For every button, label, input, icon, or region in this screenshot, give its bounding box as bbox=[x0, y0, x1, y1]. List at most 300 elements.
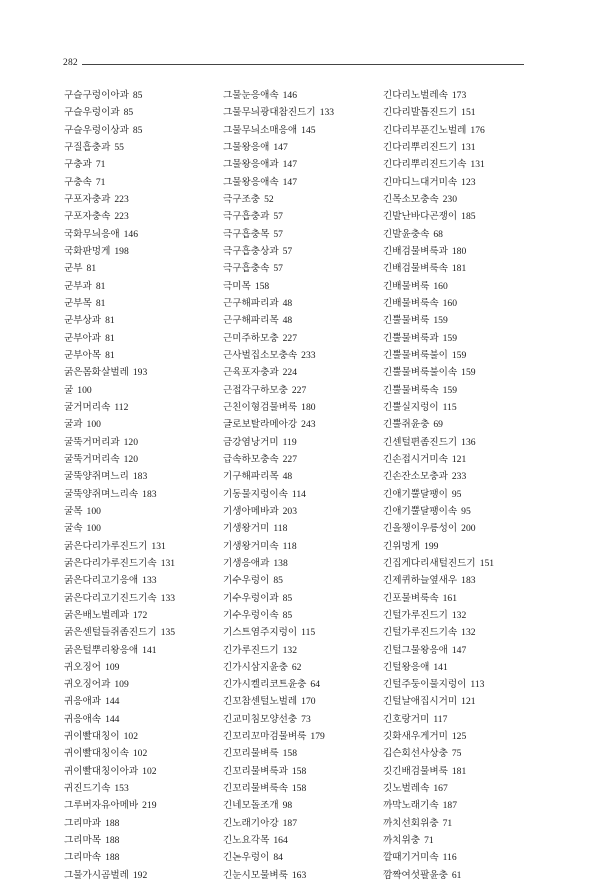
index-term: 긴손잔소모충과 bbox=[383, 471, 448, 483]
index-entry bbox=[64, 364, 224, 381]
index-entry bbox=[223, 572, 383, 589]
index-entry bbox=[64, 780, 224, 797]
index-term: 긴논우렁이 bbox=[223, 852, 270, 864]
index-page-ref: 121 bbox=[461, 696, 476, 708]
index-term: 극구흡충과 bbox=[223, 211, 270, 223]
index-entry bbox=[383, 572, 543, 589]
index-term: 긴뿔실지렁이 bbox=[383, 401, 439, 413]
index-entry bbox=[223, 104, 383, 121]
index-entry bbox=[64, 416, 224, 433]
index-page-ref: 119 bbox=[282, 436, 297, 448]
index-term: 군부아과 bbox=[64, 332, 102, 344]
index-entry bbox=[223, 399, 383, 416]
index-term: 극구조충 bbox=[223, 193, 261, 205]
index-page-ref: 117 bbox=[433, 713, 448, 725]
index-entry bbox=[64, 867, 224, 884]
index-entry bbox=[64, 156, 224, 173]
index-entry bbox=[64, 243, 224, 260]
index-page-ref: 81 bbox=[105, 332, 115, 344]
index-entry bbox=[64, 434, 224, 451]
index-page-ref: 187 bbox=[442, 800, 457, 812]
index-page-ref: 115 bbox=[442, 401, 457, 413]
index-page-ref: 193 bbox=[132, 367, 148, 379]
index-term: 긴다리노벌레속 bbox=[383, 90, 448, 101]
index-entry bbox=[223, 832, 383, 849]
index-entry bbox=[223, 728, 383, 745]
index-entry bbox=[383, 659, 543, 676]
index-page-ref: 167 bbox=[433, 783, 448, 795]
index-term: 긴뿔물벼룩속 bbox=[383, 384, 439, 396]
index-term: 긴올챙이우릉성이 bbox=[383, 523, 458, 535]
index-page-ref: 131 bbox=[461, 141, 476, 153]
index-page-ref: 114 bbox=[291, 488, 306, 500]
index-entry bbox=[223, 607, 383, 624]
index-entry bbox=[383, 312, 543, 329]
index-entry bbox=[223, 208, 383, 225]
index-page-ref: 188 bbox=[105, 852, 120, 864]
index-entry bbox=[383, 243, 543, 260]
index-entry bbox=[223, 693, 383, 710]
index-page-ref: 71 bbox=[95, 176, 106, 188]
index-entry bbox=[383, 486, 543, 503]
index-term: 긴배물벼룩 bbox=[383, 280, 430, 292]
index-term: 구슬우렁이상과 bbox=[64, 124, 129, 136]
index-term: 긴교미침모양선충 bbox=[223, 713, 298, 725]
index-page-ref: 147 bbox=[282, 159, 297, 171]
index-term: 긴노래기아강 bbox=[223, 817, 279, 829]
index-term: 긴꼬리물벼룩 bbox=[223, 748, 279, 760]
index-entry bbox=[64, 468, 224, 485]
index-term: 구포자충속 bbox=[64, 211, 111, 223]
index-entry bbox=[64, 624, 224, 641]
index-page-ref: 64 bbox=[310, 679, 321, 691]
index-entry bbox=[383, 347, 543, 364]
index-page-ref: 113 bbox=[470, 679, 485, 691]
index-term: 금강염낭거미 bbox=[223, 436, 279, 448]
index-entry bbox=[383, 642, 543, 659]
index-term: 굴 bbox=[64, 384, 74, 396]
index-entry bbox=[223, 156, 383, 173]
index-entry bbox=[383, 728, 543, 745]
index-entry bbox=[383, 382, 543, 399]
index-term: 근친이형검물벼룩 bbox=[223, 401, 298, 413]
index-entry bbox=[383, 364, 543, 381]
index-entry bbox=[223, 243, 383, 260]
index-term: 군부 bbox=[64, 263, 83, 275]
index-entry bbox=[383, 399, 543, 416]
index-entry bbox=[64, 87, 224, 104]
index-term: 긴배검물벼룩속 bbox=[383, 263, 448, 275]
index-entry bbox=[64, 312, 224, 329]
index-term: 근접각구하모충 bbox=[223, 384, 288, 396]
index-term: 긴털가루진드기 bbox=[383, 609, 448, 621]
index-entry bbox=[223, 364, 383, 381]
index-term: 긴털주둥이물지렁이 bbox=[383, 679, 467, 691]
index-page-ref: 146 bbox=[123, 228, 138, 240]
index-entry bbox=[223, 122, 383, 139]
index-entry bbox=[64, 191, 224, 208]
index-entry bbox=[223, 468, 383, 485]
index-term: 근육포자충과 bbox=[223, 367, 279, 379]
index-term: 글로보탈라메아강 bbox=[223, 419, 298, 431]
index-page-ref: 159 bbox=[461, 367, 476, 379]
index-term: 근구해파리과 bbox=[223, 297, 279, 309]
index-term: 굴뚝거머리속 bbox=[64, 453, 120, 465]
index-term: 그루버자유아메바 bbox=[64, 800, 139, 812]
index-page-ref: 135 bbox=[160, 627, 176, 639]
index-page-ref: 102 bbox=[142, 765, 157, 777]
index-term: 굴과 bbox=[64, 419, 83, 431]
index-term: 군부상과 bbox=[64, 315, 102, 327]
index-entry bbox=[223, 278, 383, 295]
index-page-ref: 159 bbox=[442, 332, 457, 344]
index-term: 긴애기뿔달팽이 bbox=[383, 488, 448, 500]
index-entry bbox=[383, 745, 543, 762]
index-page-ref: 133 bbox=[319, 107, 335, 119]
index-page-ref: 192 bbox=[132, 869, 148, 881]
index-entry bbox=[223, 867, 383, 884]
index-term: 긴뿔물벼룩 bbox=[383, 315, 430, 327]
index-entry bbox=[64, 538, 224, 555]
index-term: 그물왕응애과 bbox=[223, 159, 279, 171]
index-term: 굵은털뿌리왕응애 bbox=[64, 644, 139, 656]
index-page-ref: 81 bbox=[86, 263, 97, 275]
index-term: 귀응애속 bbox=[64, 713, 102, 725]
index-entry bbox=[64, 849, 224, 866]
index-entry bbox=[223, 260, 383, 277]
index-page-ref: 158 bbox=[282, 748, 297, 760]
index-term: 군부과 bbox=[64, 280, 92, 292]
index-term: 긴털그물왕응애 bbox=[383, 644, 448, 656]
index-term: 긴다리부푼긴노벌레 bbox=[383, 124, 467, 136]
index-term: 긴꼬리물벼룩과 bbox=[223, 765, 288, 777]
index-page-ref: 159 bbox=[442, 384, 457, 396]
index-term: 긴가루진드기 bbox=[223, 644, 279, 656]
index-term: 긴눈시모물벼룩 bbox=[223, 869, 288, 881]
index-column-2 bbox=[223, 87, 383, 884]
index-term: 긴발난바다곤쟁이 bbox=[383, 211, 458, 223]
index-term: 그물왕응애속 bbox=[223, 176, 279, 188]
index-term: 긴마디느대거미속 bbox=[383, 176, 458, 188]
index-page-ref: 144 bbox=[105, 713, 120, 725]
index-entry bbox=[383, 451, 543, 468]
index-term: 그물왕응애 bbox=[223, 141, 270, 153]
index-page-ref: 199 bbox=[424, 540, 439, 552]
index-entry bbox=[64, 590, 224, 607]
index-page-ref: 85 bbox=[282, 592, 293, 604]
index-term: 굵은다리가루진드기속 bbox=[64, 557, 157, 569]
index-page-ref: 233 bbox=[451, 471, 467, 483]
index-term: 기수우렁이속 bbox=[223, 609, 279, 621]
index-page-ref: 163 bbox=[291, 869, 307, 881]
index-term: 긴가시켈리코트윤충 bbox=[223, 679, 307, 691]
index-term: 구충속 bbox=[64, 176, 92, 188]
index-term: 구충과 bbox=[64, 159, 92, 171]
index-term: 긴제퀴하늘옆새우 bbox=[383, 575, 458, 587]
index-entry bbox=[383, 87, 543, 104]
index-entry bbox=[223, 849, 383, 866]
index-entry bbox=[383, 676, 543, 693]
index-page-ref: 133 bbox=[160, 592, 176, 604]
index-entry bbox=[223, 624, 383, 641]
index-entry bbox=[64, 451, 224, 468]
index-entry bbox=[223, 780, 383, 797]
index-page-ref: 85 bbox=[282, 609, 293, 621]
index-page-ref: 136 bbox=[461, 436, 476, 448]
index-page-ref: 219 bbox=[142, 800, 157, 812]
index-page-ref: 100 bbox=[86, 419, 101, 431]
index-term: 긴포물벼룩속 bbox=[383, 592, 439, 604]
index-term: 급속하모충속 bbox=[223, 453, 279, 465]
index-page-ref: 118 bbox=[273, 523, 288, 535]
index-term: 굵은다리고기응애 bbox=[64, 575, 139, 587]
index-entry bbox=[223, 226, 383, 243]
header-rule bbox=[82, 64, 524, 65]
index-entry bbox=[64, 642, 224, 659]
index-entry bbox=[223, 174, 383, 191]
index-term: 기생응애과 bbox=[223, 557, 270, 569]
index-page-ref: 61 bbox=[451, 869, 462, 881]
index-page-ref: 243 bbox=[301, 419, 316, 431]
index-entry bbox=[383, 260, 543, 277]
index-page-ref: 141 bbox=[142, 644, 157, 656]
index-page-ref: 71 bbox=[442, 817, 453, 829]
index-term: 굴속 bbox=[64, 523, 83, 535]
index-entry bbox=[223, 434, 383, 451]
index-entry bbox=[223, 347, 383, 364]
index-term: 군부목 bbox=[64, 297, 92, 309]
index-entry bbox=[383, 468, 543, 485]
index-entry bbox=[223, 295, 383, 312]
index-page-ref: 180 bbox=[451, 245, 467, 257]
index-page-ref: 223 bbox=[114, 211, 129, 223]
index-entry bbox=[64, 763, 224, 780]
index-page-ref: 133 bbox=[142, 575, 157, 587]
index-term: 극구흡충상과 bbox=[223, 245, 279, 257]
index-entry bbox=[64, 347, 224, 364]
index-page-ref: 73 bbox=[301, 713, 311, 725]
index-term: 기구해파리목 bbox=[223, 471, 279, 483]
index-term: 긴꼬리꼬마검물벼룩 bbox=[223, 731, 307, 743]
index-page-ref: 159 bbox=[433, 315, 448, 327]
index-term: 극미목 bbox=[223, 280, 251, 292]
index-term: 굴뚝양쥐며느리속 bbox=[64, 488, 139, 500]
index-column-3 bbox=[383, 87, 543, 884]
index-entry bbox=[383, 867, 543, 884]
index-page-ref: 147 bbox=[273, 141, 288, 153]
index-page-ref: 203 bbox=[282, 505, 297, 517]
index-term: 까막노래기속 bbox=[383, 800, 439, 812]
index-entry bbox=[383, 503, 543, 520]
index-entry bbox=[223, 451, 383, 468]
index-entry bbox=[64, 693, 224, 710]
index-page-ref: 146 bbox=[282, 90, 297, 101]
index-entry bbox=[64, 278, 224, 295]
index-page-ref: 227 bbox=[282, 332, 297, 344]
index-page-ref: 102 bbox=[123, 731, 138, 743]
index-column-1 bbox=[64, 87, 224, 884]
index-entry bbox=[223, 312, 383, 329]
index-page-ref: 185 bbox=[461, 211, 476, 223]
index-page-ref: 141 bbox=[433, 661, 448, 673]
index-term: 굵은센털들쥐좀진드기 bbox=[64, 627, 157, 639]
index-page-ref: 118 bbox=[282, 540, 297, 552]
index-page-ref: 164 bbox=[273, 835, 288, 847]
index-page-ref: 151 bbox=[461, 107, 476, 119]
index-page-ref: 183 bbox=[461, 575, 476, 587]
index-page-ref: 100 bbox=[86, 523, 101, 535]
index-term: 그물무늬광대참진드기 bbox=[223, 107, 316, 119]
index-term: 기동물지렁이속 bbox=[223, 488, 288, 500]
index-entry bbox=[223, 330, 383, 347]
index-page-ref: 230 bbox=[442, 193, 457, 205]
index-entry bbox=[383, 780, 543, 797]
index-entry bbox=[223, 416, 383, 433]
index-term: 그물눈응애속 bbox=[223, 90, 279, 101]
index-term: 그리마속 bbox=[64, 852, 102, 864]
index-term: 깃노벌레속 bbox=[383, 783, 430, 795]
index-entry bbox=[383, 416, 543, 433]
index-entry bbox=[64, 399, 224, 416]
index-term: 긴배물벼룩속 bbox=[383, 297, 439, 309]
index-entry bbox=[64, 711, 224, 728]
index-entry bbox=[64, 174, 224, 191]
index-term: 근미주하모충 bbox=[223, 332, 279, 344]
index-term: 귀이빨대칭이속 bbox=[64, 748, 129, 760]
index-entry bbox=[64, 659, 224, 676]
index-page-ref: 132 bbox=[451, 609, 467, 621]
index-term: 구슬구렁이아과 bbox=[64, 90, 129, 101]
index-entry bbox=[64, 745, 224, 762]
index-page-ref: 132 bbox=[282, 644, 297, 656]
index-page-ref: 75 bbox=[451, 748, 462, 760]
index-page-ref: 112 bbox=[114, 401, 129, 413]
page-number: 282 bbox=[63, 58, 78, 68]
index-page-ref: 85 bbox=[132, 90, 143, 101]
index-entry bbox=[64, 607, 224, 624]
index-entry bbox=[64, 676, 224, 693]
index-page-ref: 170 bbox=[301, 696, 316, 708]
index-term: 굴뚝양쥐며느리 bbox=[64, 471, 129, 483]
index-term: 긴털가루진드기속 bbox=[383, 627, 458, 639]
index-entry bbox=[64, 330, 224, 347]
index-page-ref: 84 bbox=[273, 852, 283, 864]
index-term: 굴목 bbox=[64, 505, 83, 517]
index-page-ref: 48 bbox=[282, 297, 293, 309]
index-term: 까치선회위충 bbox=[383, 817, 439, 829]
index-page-ref: 227 bbox=[291, 384, 307, 396]
index-entry bbox=[383, 104, 543, 121]
index-entry bbox=[223, 538, 383, 555]
index-term: 극구흡충속 bbox=[223, 263, 270, 275]
index-page-ref: 158 bbox=[291, 783, 307, 795]
index-term: 구포자충과 bbox=[64, 193, 111, 205]
index-page-ref: 81 bbox=[105, 349, 115, 361]
index-term: 긴노요각목 bbox=[223, 835, 270, 847]
index-entry bbox=[223, 87, 383, 104]
index-term: 긴다리뿌리진드기 bbox=[383, 141, 458, 153]
index-entry bbox=[64, 486, 224, 503]
index-page-ref: 98 bbox=[282, 800, 293, 812]
index-term: 긴애기뿔달팽이속 bbox=[383, 505, 458, 517]
index-term: 구슬우렁이과 bbox=[64, 107, 120, 119]
index-entry bbox=[223, 763, 383, 780]
index-entry bbox=[223, 642, 383, 659]
index-page-ref: 153 bbox=[114, 783, 129, 795]
index-page-ref: 100 bbox=[86, 505, 101, 517]
index-entry bbox=[223, 191, 383, 208]
index-term: 깃긴배검물벼룩 bbox=[383, 765, 448, 777]
index-term: 그리마목 bbox=[64, 835, 102, 847]
index-entry bbox=[223, 486, 383, 503]
index-page-ref: 109 bbox=[105, 661, 120, 673]
index-page-ref: 179 bbox=[310, 731, 325, 743]
index-term: 까치위충 bbox=[383, 835, 421, 847]
index-entry bbox=[64, 503, 224, 520]
index-page-ref: 120 bbox=[123, 453, 138, 465]
index-entry bbox=[383, 763, 543, 780]
index-term: 긴털왕응애 bbox=[383, 661, 430, 673]
index-entry bbox=[64, 520, 224, 537]
index-entry bbox=[383, 278, 543, 295]
index-entry bbox=[383, 174, 543, 191]
index-term: 긴배검물벼룩과 bbox=[383, 245, 448, 257]
index-term: 굴거머리속 bbox=[64, 401, 111, 413]
index-entry bbox=[383, 693, 543, 710]
index-page-ref: 181 bbox=[451, 263, 467, 275]
index-entry bbox=[64, 572, 224, 589]
index-page-ref: 81 bbox=[95, 280, 106, 292]
index-entry bbox=[223, 797, 383, 814]
index-entry bbox=[64, 260, 224, 277]
index-entry bbox=[383, 832, 543, 849]
index-term: 국화무늬응애 bbox=[64, 228, 120, 240]
index-term: 굴뚝거머리과 bbox=[64, 436, 120, 448]
index-entry bbox=[383, 191, 543, 208]
index-term: 깃화새우게거미 bbox=[383, 731, 448, 743]
index-term: 그리마과 bbox=[64, 817, 102, 829]
index-term: 긴가시삼지윤충 bbox=[223, 661, 288, 673]
index-entry bbox=[64, 122, 224, 139]
index-page-ref: 109 bbox=[114, 679, 129, 691]
index-page-ref: 55 bbox=[114, 141, 124, 153]
index-term: 긴네모돌조개 bbox=[223, 800, 279, 812]
index-entry bbox=[223, 676, 383, 693]
index-entry bbox=[64, 295, 224, 312]
index-term: 긴발윤충속 bbox=[383, 228, 430, 240]
index-page-ref: 183 bbox=[132, 471, 148, 483]
index-entry bbox=[383, 156, 543, 173]
index-page-ref: 81 bbox=[95, 297, 106, 309]
index-entry bbox=[223, 382, 383, 399]
index-page-ref: 131 bbox=[160, 557, 176, 569]
index-term: 긴꼬리물벼룩속 bbox=[223, 783, 288, 795]
index-term: 기스트염주지렁이 bbox=[223, 627, 298, 639]
index-page-ref: 85 bbox=[123, 107, 134, 119]
index-page-ref: 180 bbox=[301, 401, 316, 413]
index-page-ref: 131 bbox=[470, 159, 485, 171]
index-term: 굵은다리고기진드기속 bbox=[64, 592, 157, 604]
index-term: 굵은다리가루진드기 bbox=[64, 540, 148, 552]
index-entry bbox=[64, 728, 224, 745]
index-entry bbox=[383, 711, 543, 728]
index-entry bbox=[64, 208, 224, 225]
index-page-ref: 181 bbox=[451, 765, 467, 777]
index-page-ref: 85 bbox=[132, 124, 143, 136]
index-entry bbox=[383, 624, 543, 641]
index-page-ref: 160 bbox=[433, 280, 448, 292]
index-page-ref: 159 bbox=[451, 349, 467, 361]
